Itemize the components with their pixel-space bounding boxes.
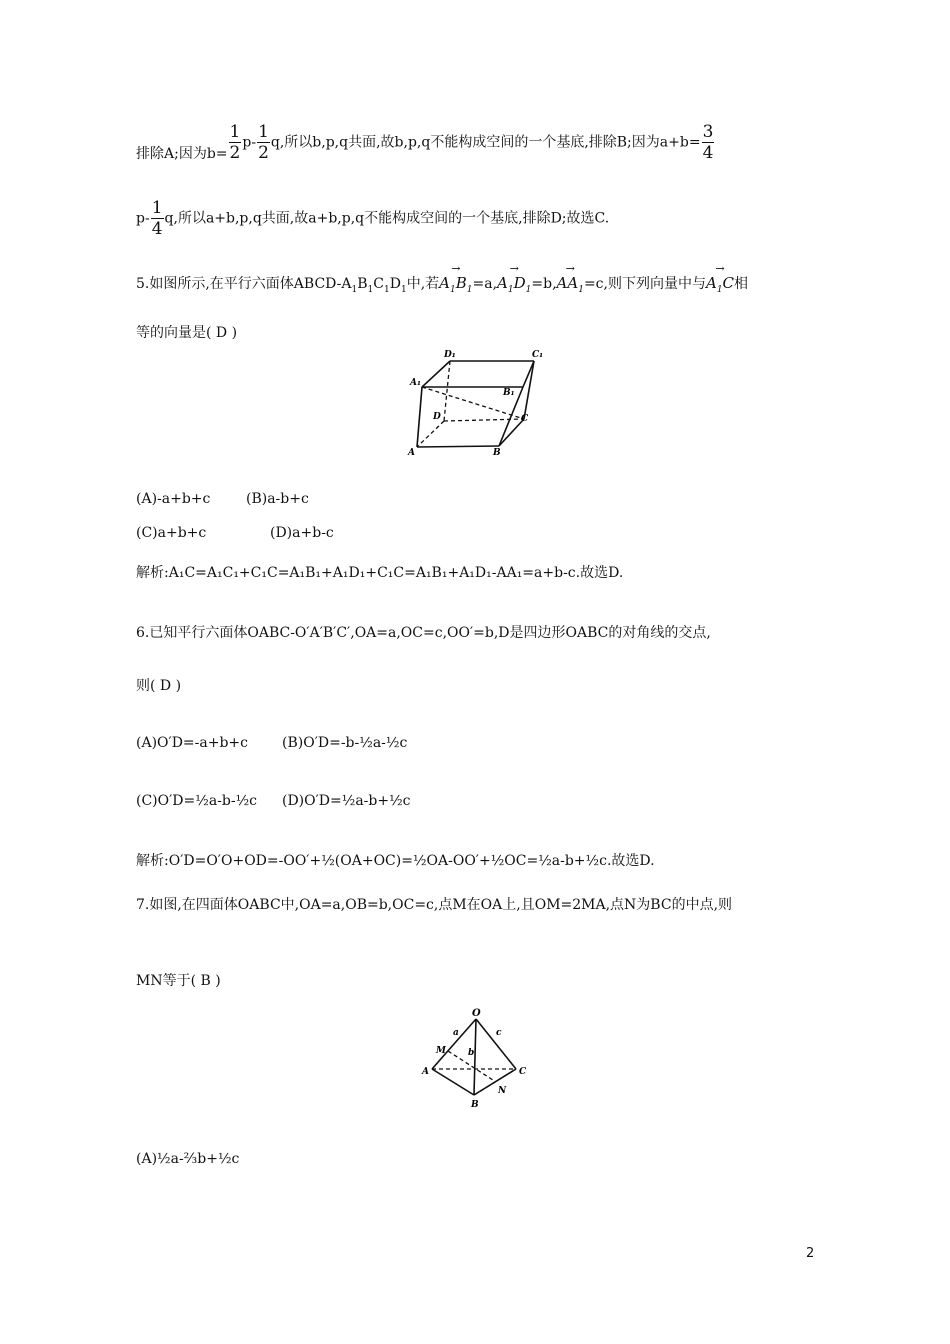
question-5-line-1: 5.如图所示,在平行六面体ABCD-$A_1B_1C_1D_1$中,若→ $A_1B_1=a,\to A_1D_1=b,\to AA_1=c$,则下列向量中与→ $A_1C$相 <box>136 266 748 299</box>
option-a: (A)O′D=-a+b+c <box>136 735 248 751</box>
page-number: 2 <box>806 1246 815 1261</box>
label-N: N <box>498 1086 507 1096</box>
fraction: $\frac{1}{4}$ <box>151 198 163 239</box>
q5-options-row-1 <box>136 490 309 508</box>
label-C1: C₁ <box>532 350 544 360</box>
q6-solution: 解析:O′D=O′O+OD=-OO′+½(OA+OC)=½OA-OO′+½OC=½a-b+½c.故选D. <box>136 853 655 869</box>
option-c: (C)O′D=½a-b-½c <box>136 793 257 809</box>
option-b: (B)a-b+c <box>246 491 309 507</box>
label-B: B <box>493 448 501 458</box>
question-6-line-1: 6.已知平行六面体OABC-O′A′B′C′,OA=a,OC=c,OO′=b,D是四边形OABC的对角线的交点, <box>136 625 711 641</box>
question-6-line-2: 则( D ) <box>136 678 182 694</box>
label-B1: B₁ <box>503 388 515 398</box>
label-M: M <box>436 1046 446 1056</box>
label-C: C <box>519 1067 527 1077</box>
label-C: C <box>521 414 529 424</box>
label-D: D <box>433 412 441 422</box>
label-D1: D₁ <box>444 350 456 360</box>
question-7-line-1: 7.如图,在四面体OABC中,OA=a,OB=b,OC=c,点M在OA上,且OM=2MA,点N为BC的中点,则 <box>136 897 733 913</box>
fraction: $\frac{1}{2}$ <box>258 122 269 163</box>
q6-options-row-2 <box>136 792 411 810</box>
q6-options-row-1 <box>136 734 408 752</box>
text-line-1: 排除A;因为b= $\frac{1}{2}$ p- $\frac{1}{2}$ q,所以b,p,q共面,故b,p,q不能构成空间的一个基底,排除B;因为a+b= $\frac{3}{4}$ <box>136 122 714 163</box>
fraction: $\frac{1}{2}$ <box>229 122 241 163</box>
label-c: c <box>496 1028 502 1038</box>
q5-solution: 解析:A₁C=A₁C₁+C₁C=A₁B₁+A₁D₁+C₁C=A₁B₁+A₁D₁-AA₁=a+b-c.故选D. <box>136 565 624 581</box>
label-A: A <box>422 1067 429 1077</box>
option-d: (D)a+b-c <box>270 525 334 541</box>
text-line-2: p- $\frac{1}{4}$ q,所以a+b,p,q共面,故a+b,p,q不能构成空间的一个基底,排除D;故选C. <box>136 198 610 239</box>
label-A1: A₁ <box>410 378 421 388</box>
option-a: (A)-a+b+c <box>136 491 211 507</box>
label-a: a <box>453 1028 459 1038</box>
option-d: (D)O′D=½a-b+½c <box>282 793 411 809</box>
option-c: (C)a+b+c <box>136 525 207 541</box>
label-b: b <box>468 1048 475 1058</box>
fraction: $\frac{3}{4}$ <box>702 122 714 163</box>
q5-options-row-2 <box>136 524 334 542</box>
parallelepiped-figure <box>400 345 560 465</box>
option-b: (B)O′D=-b-½a-½c <box>282 735 408 751</box>
question-5-line-2: 等的向量是( D ) <box>136 325 238 341</box>
question-7-line-2: MN等于( B ) <box>136 973 221 989</box>
q7-option-a: (A)½a-⅔b+½c <box>136 1151 240 1167</box>
label-A: A <box>408 448 415 458</box>
tetrahedron-figure <box>418 1005 538 1115</box>
label-B: B <box>471 1100 479 1110</box>
label-O: O <box>472 1008 481 1019</box>
